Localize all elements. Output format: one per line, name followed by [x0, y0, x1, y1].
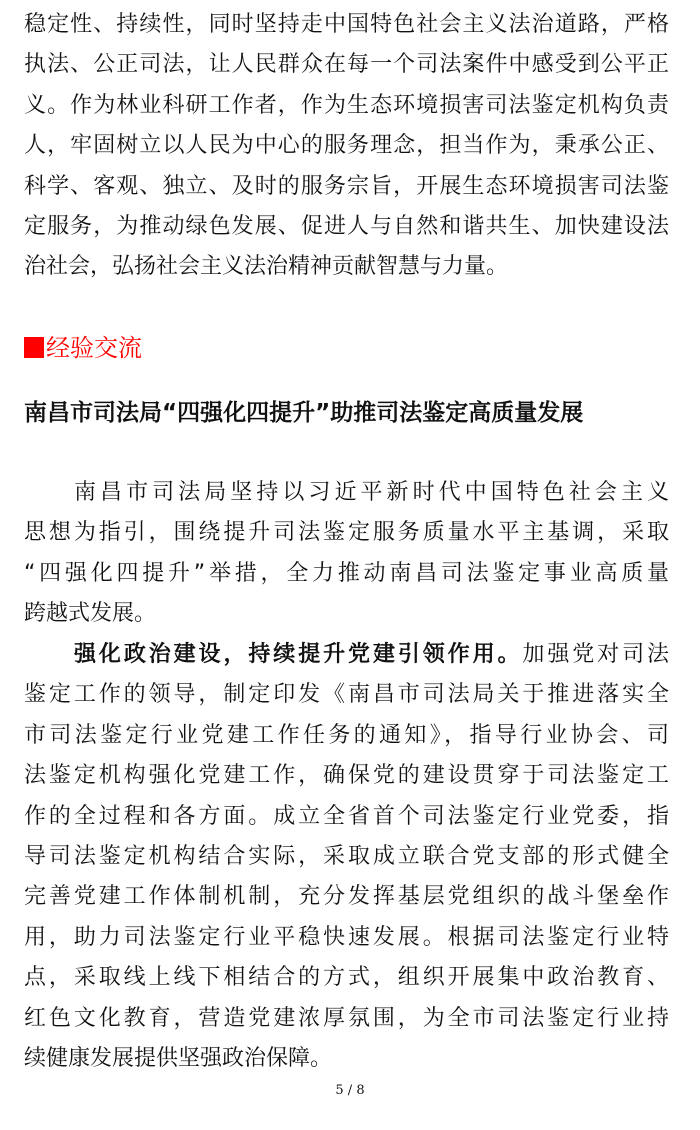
- text-line: 南昌市司法局坚持以习近平新时代中国特色社会主义: [74, 480, 669, 505]
- text-line: 义。作为林业科研工作者，作为生态环境损害司法鉴定机构负责: [24, 92, 669, 118]
- text-line: 稳定性、持续性，同时坚持走中国特色社会主义法治道路，严格: [24, 12, 669, 37]
- paragraph-political-construction: [24, 635, 669, 1079]
- section-heading: [24, 330, 142, 366]
- lead-rest: 加强党对司法: [522, 642, 669, 667]
- text-line: 市司法鉴定行业党建工作任务的通知》，指导行业协会、司: [24, 722, 669, 748]
- text-line: 治社会，弘扬社会主义法治精神贡献智慧与力量。: [24, 254, 509, 280]
- text-line: 跨越式发展。: [24, 601, 157, 627]
- paragraph-continuation: [24, 5, 669, 288]
- red-square-icon: [24, 337, 44, 358]
- text-line: 用，助力司法鉴定行业平稳快速发展。根据司法鉴定行业特: [24, 924, 669, 950]
- bold-lead: 强化政治建设，持续提升党建引领作用。: [74, 642, 523, 667]
- text-line: 续健康发展提供坚强政治保障。: [24, 1045, 333, 1071]
- text-line: 定服务，为推动绿色发展、促进人与自然和谐共生、加快建设法: [24, 213, 669, 239]
- text-line: 思想为指引，围绕提升司法鉴定服务质量水平主基调，采取: [24, 520, 669, 546]
- text-line: [24, 635, 669, 675]
- article-title: 南昌市司法局“四强化四提升”助推司法鉴定高质量发展: [24, 400, 584, 426]
- text-line: 法鉴定机构强化党建工作，确保党的建设贯穿于司法鉴定工: [24, 763, 669, 789]
- text-line: 点，采取线上线下相结合的方式，组织开展集中政治教育、: [24, 965, 669, 991]
- text-line: “四强化四提升”举措，全力推动南昌司法鉴定事业高质量: [24, 560, 669, 586]
- section-heading-text: 经验交流: [46, 334, 142, 362]
- text-line: 作的全过程和各方面。成立全省首个司法鉴定行业党委，指: [24, 803, 669, 829]
- paragraph-intro: [24, 473, 669, 635]
- page-number: 5 / 8: [335, 1083, 365, 1098]
- text-line: 导司法鉴定机构结合实际，采取成立联合党支部的形式健全: [24, 843, 669, 869]
- text-line: 执法、公正司法，让人民群众在每一个司法案件中感受到公平正: [24, 52, 669, 78]
- text-line: 红色文化教育，营造党建浓厚氛围，为全市司法鉴定行业持: [24, 1005, 669, 1031]
- text-line: 科学、客观、独立、及时的服务宗旨，开展生态环境损害司法鉴: [24, 173, 669, 199]
- text-line: 完善党建工作体制机制，充分发挥基层党组织的战斗堡垒作: [24, 884, 669, 910]
- text-line: 人，牢固树立以人民为中心的服务理念，担当作为，秉承公正、: [24, 133, 669, 159]
- text-line: 鉴定工作的领导，制定印发《南昌市司法局关于推进落实全: [24, 682, 669, 708]
